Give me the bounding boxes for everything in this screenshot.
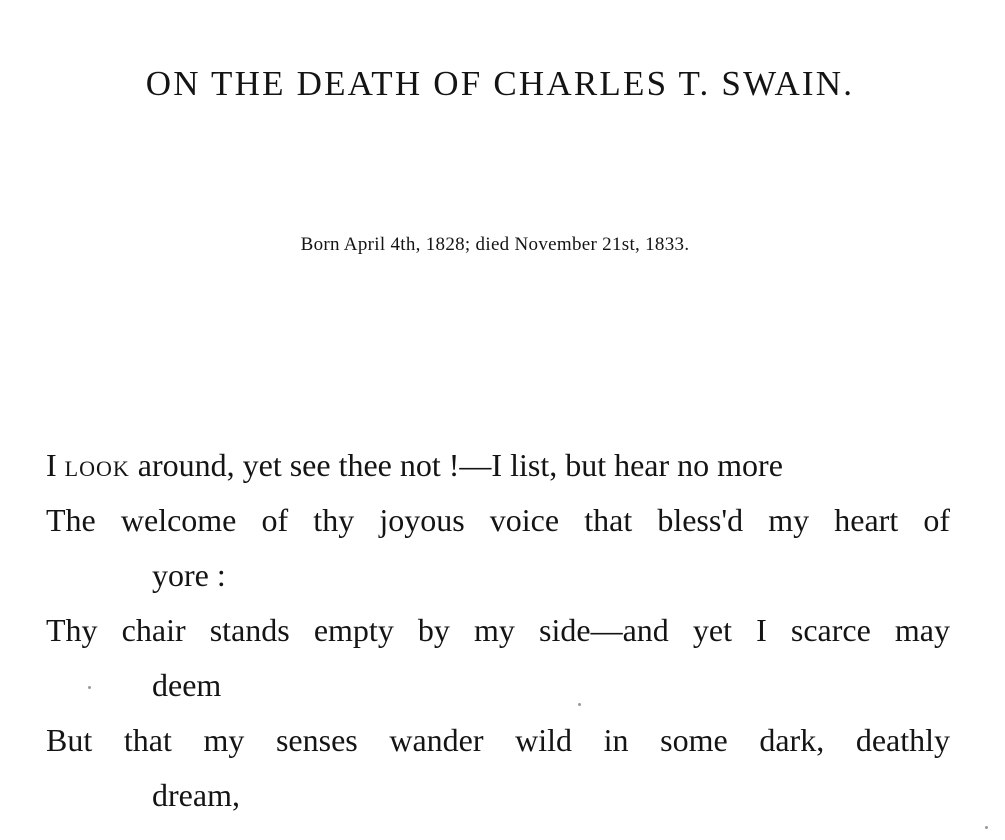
poem-line-1 [46, 438, 950, 493]
scan-speck [985, 826, 988, 829]
poem-initial-word: I [46, 447, 57, 483]
poem-line-3-continuation: deem [152, 667, 222, 703]
poem-line-2-continuation: yore : [152, 557, 226, 593]
scan-speck [578, 703, 581, 706]
poem-line-4: But that my senses wander wild in some dark, deathly [46, 722, 950, 758]
poem-line-3: Thy chair stands empty by my side—and yet I scarce may [46, 612, 950, 648]
poem-dates-subtitle: Born April 4th, 1828; died November 21st, 1833. [300, 234, 690, 255]
scan-speck [88, 686, 91, 689]
poem-title: ON THE DEATH OF CHARLES T. SWAIN. [145, 64, 855, 103]
poem-small-caps-word: look [64, 447, 130, 483]
poem-line-2: The welcome of thy joyous voice that bless'd my heart of [46, 502, 950, 538]
poem-line-4-continuation: dream, [152, 777, 240, 813]
poem-stanza [46, 438, 950, 823]
poem-line-1-rest: around, yet see thee not !—I list, but hear no more [129, 447, 783, 483]
